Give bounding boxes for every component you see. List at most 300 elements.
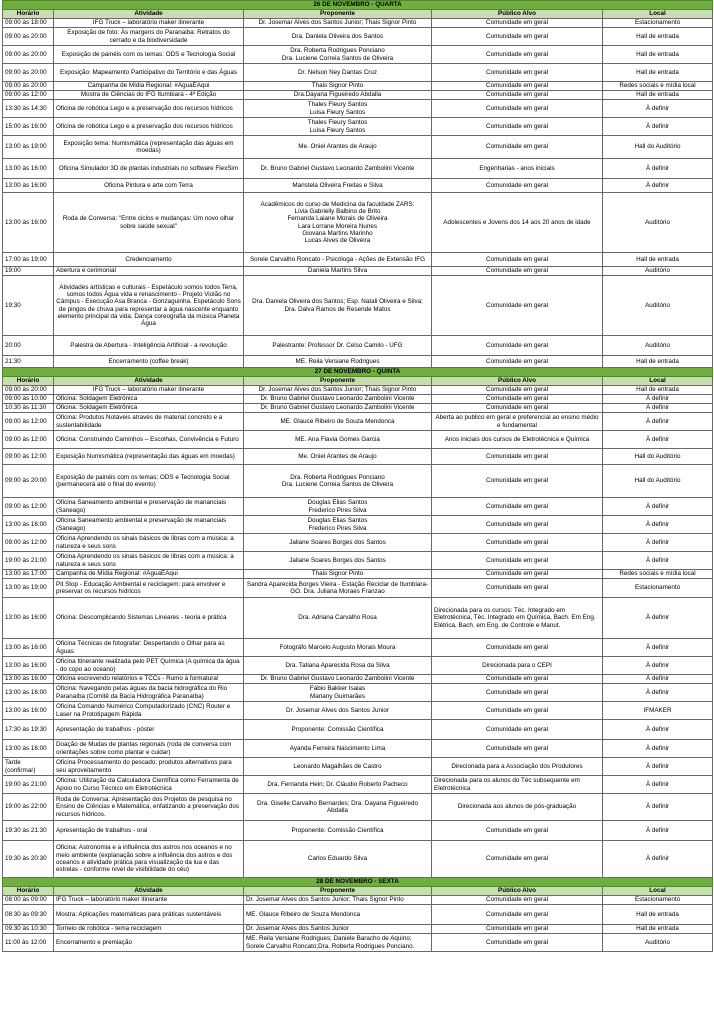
schedule-row — [3, 395, 713, 404]
audience-cell: Engenharias - anos iniciais — [432, 159, 603, 179]
audience-cell: Comunidade em geral — [432, 702, 603, 720]
location-cell: Hall do Auditório — [603, 449, 713, 465]
proponent-cell: Dr. Bruno Gabriel Gustavo Leonardo Zambolini Vicente — [244, 404, 432, 413]
proponent-cell: Dra.Dayana Figueiredo Abdalla — [244, 91, 432, 100]
location-cell: Auditório — [603, 193, 713, 253]
proponent-cell: Jaliane Soares Borges dos Santos — [244, 552, 432, 570]
activity-cell: Credenciamento — [54, 253, 244, 267]
time-cell: 09:00 às 20:00 — [3, 28, 54, 46]
activity-cell: Exposição tema: Numismática (representação das águas em moedas) — [54, 136, 244, 159]
column-header: Público Alvo — [432, 887, 603, 896]
schedule-row — [3, 100, 713, 118]
schedule-row — [3, 159, 713, 179]
time-cell: 09:00 às 12:00 — [3, 431, 54, 449]
activity-cell: Torneio de robótica - tema reciclagem — [54, 925, 244, 934]
schedule-row — [3, 934, 713, 952]
location-cell: À definir — [603, 534, 713, 552]
activity-cell: Roda de Conversa: Apresentação dos Projetos de pesquisa no Ensino de Ciências e Matemática, enfatizando a preservação dos recursos hídricos. — [54, 794, 244, 821]
schedule-row — [3, 841, 713, 878]
schedule-row — [3, 64, 713, 82]
proponent-cell: Proponente: Comissão Científica — [244, 821, 432, 841]
activity-cell: Apresentação de trabalhos - pôster — [54, 720, 244, 740]
schedule-table — [2, 0, 713, 952]
activity-cell: Mostra de Ciências do IFG Itumbiara - 4ª Edição — [54, 91, 244, 100]
schedule-row — [3, 276, 713, 336]
proponent-cell: Douglas Elias Santos Frederico Pires Silva — [244, 498, 432, 516]
activity-cell: Pit Stop - Educação Ambiental e reciclagem: para envolver e preservar os recursos hídricos — [54, 579, 244, 598]
activity-cell: Exposição Numismática (representação das águas em moedas) — [54, 449, 244, 465]
proponent-cell: ME. Reila Versiane Rodrigues — [244, 356, 432, 368]
proponent-cell: Sandra Aparecida Borges Vieira - Estação Reciclar de Itumbiara-GO. Dra. Juliana Moraes Franzao — [244, 579, 432, 598]
location-cell: À definir — [603, 516, 713, 534]
location-cell: Auditório — [603, 934, 713, 952]
audience-cell: Direcionada para a Associação dos Produtores — [432, 758, 603, 776]
activity-cell: Oficina: Produtos Notáveis através de material concreto e a sustentabilidade — [54, 413, 244, 431]
time-cell: 13:00 às 16:00 — [3, 702, 54, 720]
schedule-row — [3, 19, 713, 28]
audience-cell: Aberta ao publico em geral e preferencial ao ensino médio e fundamental — [432, 413, 603, 431]
schedule-row — [3, 821, 713, 841]
proponent-cell: Proponente: Comissão Científica — [244, 720, 432, 740]
proponent-cell: Sorele Carvalho Roncato - Psicóloga - Ações de Extensão IFG — [244, 253, 432, 267]
audience-cell: Anos iniciais dos cursos de Eletrotécnica e Química — [432, 431, 603, 449]
proponent-cell: Dra. Daniela Oliveira dos Santos — [244, 28, 432, 46]
audience-cell: Comunidade em geral — [432, 498, 603, 516]
audience-cell: Comunidade em geral — [432, 465, 603, 498]
proponent-cell: Palestrante: Professor Dr. Celso Camilo - UFG — [244, 336, 432, 356]
column-header: Local — [603, 377, 713, 386]
location-cell: Hall do Auditório — [603, 465, 713, 498]
activity-cell: Palestra de Abertura - Inteligência Artificial - a revolução — [54, 336, 244, 356]
audience-cell: Comunidade em geral — [432, 675, 603, 684]
schedule-row — [3, 179, 713, 193]
audience-cell: Comunidade em geral — [432, 579, 603, 598]
location-cell: À definir — [603, 498, 713, 516]
location-cell: À definir — [603, 413, 713, 431]
column-header: Horário — [3, 887, 54, 896]
audience-cell: Comunidade em geral — [432, 740, 603, 758]
time-cell: 19:30 às 21:30 — [3, 821, 54, 841]
audience-cell: Comunidade em geral — [432, 276, 603, 336]
activity-cell: Encerramento (coffee break) — [54, 356, 244, 368]
column-header: Local — [603, 10, 713, 19]
day-header — [3, 878, 713, 887]
time-cell: 09:30 às 10:30 — [3, 925, 54, 934]
time-cell: 13:00 às 16:00 — [3, 684, 54, 702]
column-header: Proponente — [244, 377, 432, 386]
schedule-row — [3, 720, 713, 740]
location-cell: À definir — [603, 657, 713, 675]
audience-cell: Comunidade em geral — [432, 64, 603, 82]
activity-cell: Campanha de Mídia Regional: #ÁguaÉAqui — [54, 82, 244, 91]
time-cell: 19:00 às 21:00 — [3, 552, 54, 570]
location-cell: À definir — [603, 552, 713, 570]
proponent-cell: Dr. Josemar Alves dos Santos Junior — [244, 702, 432, 720]
proponent-cell: Acadêmicos do curso de Medicina da faculdade ZARS: Lívia Gabrielly Balbino de Brito Fernanda Laiane Morais de Oliveira Lara Lorrane Moreira Nunes Giovana Martins Marinho Lucas Alves de Oliveira — [244, 193, 432, 253]
proponent-cell: ME. Reila Versiane Rodrigues; Daniele Baracho de Aquino; Sorele Carvalho Roncato;Dra. Roberta Rodrigues Ponciano. — [244, 934, 432, 952]
column-headers — [3, 10, 713, 19]
location-cell: À definir — [603, 639, 713, 657]
location-cell: Auditório — [603, 336, 713, 356]
location-cell: Hall de entrada — [603, 46, 713, 64]
audience-cell: Comunidade em geral — [432, 91, 603, 100]
location-cell: Hall de entrada — [603, 64, 713, 82]
activity-cell: Oficina Comando Numérico Computadorizado (CNC) Router e Laser na Prototipagem Rápida — [54, 702, 244, 720]
location-cell: Hall do Auditório — [603, 136, 713, 159]
schedule-row — [3, 925, 713, 934]
schedule-row — [3, 896, 713, 905]
location-cell: Hall de entrada — [603, 91, 713, 100]
audience-cell: Comunidade em geral — [432, 925, 603, 934]
time-cell: 11:00 às 12:00 — [3, 934, 54, 952]
column-header: Atividade — [54, 377, 244, 386]
activity-cell: Oficina escrevendo relatórios e TCCs - Rumo à formatura! — [54, 675, 244, 684]
activity-cell: Oficina: Construindo Caminhos – Escolhas, Convivência e Futuro — [54, 431, 244, 449]
activity-cell: Oficina Aprendendo os sinais básicos de libras com a música: a natureza e seus sons — [54, 552, 244, 570]
location-cell: Hall de entrada — [603, 253, 713, 267]
time-cell: 13:00 às 16:00 — [3, 159, 54, 179]
schedule-row — [3, 413, 713, 431]
audience-cell: Comunidade em geral — [432, 449, 603, 465]
activity-cell: IFG Truck – laboratório maker itinerante — [54, 386, 244, 395]
location-cell: Auditório — [603, 267, 713, 276]
time-cell: 09:00 às 20:00 — [3, 465, 54, 498]
location-cell: À definir — [603, 431, 713, 449]
location-cell: Hall de entrada — [603, 356, 713, 368]
time-cell: 13:00 às 16:00 — [3, 740, 54, 758]
audience-cell: Comunidade em geral — [432, 179, 603, 193]
time-cell: 09:00 às 12:00 — [3, 449, 54, 465]
column-headers — [3, 887, 713, 896]
schedule-row — [3, 776, 713, 794]
time-cell: 09:00 às 20:00 — [3, 64, 54, 82]
schedule-row — [3, 82, 713, 91]
proponent-cell: ME. Glauce Ribeiro de Souza Mendonca — [244, 905, 432, 925]
proponent-cell: Dr. Bruno Gabriel Gustavo Leonardo Zambolini Vicente — [244, 159, 432, 179]
proponent-cell: Carlos Eduardo Silva — [244, 841, 432, 878]
schedule-row — [3, 598, 713, 639]
audience-cell: Comunidade em geral — [432, 552, 603, 570]
audience-cell: Comunidade em geral — [432, 395, 603, 404]
proponent-cell: Dra. Fernanda Hein; Dr. Cláudio Roberto Pacheco — [244, 776, 432, 794]
time-cell: 15:00 às 16:00 — [3, 118, 54, 136]
audience-cell: Comunidade em geral — [432, 934, 603, 952]
audience-cell: Comunidade em geral — [432, 100, 603, 118]
location-cell: À definir — [603, 179, 713, 193]
audience-cell: Comunidade em geral — [432, 841, 603, 878]
location-cell: À definir — [603, 821, 713, 841]
proponent-cell: Dra. Roberta Rodrigues Ponciano Dra. Luciene Correia Santos de Oliveira — [244, 465, 432, 498]
time-cell: 09:00 às 12:00 — [3, 91, 54, 100]
schedule-row — [3, 702, 713, 720]
proponent-cell: Dr. Bruno Gabriel Gustavo Leonardo Zambolini Vicente — [244, 395, 432, 404]
proponent-cell: Dr. Josemar Alves dos Santos Junior; Thais Signor Pinto — [244, 19, 432, 28]
activity-cell: IFG Truck – laboratório maker itinerante — [54, 896, 244, 905]
location-cell: Estacionamento — [603, 579, 713, 598]
proponent-cell: ME. Glauce Ribeiro de Souza Mendonca — [244, 413, 432, 431]
audience-cell: Comunidade em geral — [432, 720, 603, 740]
column-headers — [3, 377, 713, 386]
time-cell: 20:00 — [3, 336, 54, 356]
proponent-cell: ME. Ana Flavia Gomes Garcia — [244, 431, 432, 449]
location-cell: Estacionamento — [603, 896, 713, 905]
time-cell: 19:00 — [3, 267, 54, 276]
audience-cell: Comunidade em geral — [432, 404, 603, 413]
proponent-cell: Thales Fleury Santos Luisa Fleury Santos — [244, 100, 432, 118]
schedule-row — [3, 431, 713, 449]
audience-cell: Comunidade em geral — [432, 534, 603, 552]
proponent-cell: Thais Signor Pinto — [244, 82, 432, 91]
activity-cell: Campanha de Mídia Regional: #ÁguaÉAqui — [54, 570, 244, 579]
audience-cell: Comunidade em geral — [432, 570, 603, 579]
day-title: 27 DE NOVEMBRO - QUINTA — [3, 368, 713, 377]
audience-cell: Comunidade em geral — [432, 684, 603, 702]
location-cell: À definir — [603, 118, 713, 136]
location-cell: À definir — [603, 395, 713, 404]
proponent-cell: Fábio Bakker Isaias Mariany Guimarães — [244, 684, 432, 702]
proponent-cell: Dr. Josemar Alves dos Santos Junior — [244, 925, 432, 934]
location-cell: À definir — [603, 776, 713, 794]
time-cell: 13:00 às 19:00 — [3, 579, 54, 598]
activity-cell: Doação de Mudas de plantas regionais (roda de conversa com orientações sobre como plantar e cuidar) — [54, 740, 244, 758]
schedule-row — [3, 465, 713, 498]
schedule-row — [3, 552, 713, 570]
schedule-row — [3, 570, 713, 579]
audience-cell: Comunidade em geral — [432, 516, 603, 534]
proponent-cell: Ayanda Ferreira Nascimento Lima — [244, 740, 432, 758]
proponent-cell: Dra. Giselle Carvalho Bernardes; Dra. Dayana Figueiredo Abdalla — [244, 794, 432, 821]
schedule-row — [3, 118, 713, 136]
schedule-row — [3, 91, 713, 100]
time-cell: 09:00 às 20:00 — [3, 386, 54, 395]
location-cell: À definir — [603, 684, 713, 702]
time-cell: 13:00 às 16:00 — [3, 193, 54, 253]
audience-cell: Comunidade em geral — [432, 136, 603, 159]
location-cell: Hall de entrada — [603, 925, 713, 934]
column-header: Público Alvo — [432, 10, 603, 19]
proponent-cell: Dra. Adriana Carvalho Rosa — [244, 598, 432, 639]
schedule-row — [3, 193, 713, 253]
time-cell: 13:00 às 19:00 — [3, 136, 54, 159]
location-cell: À definir — [603, 758, 713, 776]
time-cell: 19:30 às 20:30 — [3, 841, 54, 878]
activity-cell: Oficina Saneamento ambiental e preservação de mananciais (Saneago) — [54, 498, 244, 516]
column-header: Atividade — [54, 10, 244, 19]
time-cell: 19:00 às 21:00 — [3, 776, 54, 794]
schedule-row — [3, 253, 713, 267]
location-cell: À definir — [603, 159, 713, 179]
schedule-row — [3, 46, 713, 64]
proponent-cell: Leonardo Magalhães de Castro — [244, 758, 432, 776]
schedule-row — [3, 136, 713, 159]
proponent-cell: Dr. Josemar Alves dos Santos Junior; Thais Signor Pinto — [244, 896, 432, 905]
day-header — [3, 368, 713, 377]
time-cell: 09:00 às 10:00 — [3, 395, 54, 404]
activity-cell: Oficina Saneamento ambiental e preservação de mananciais (Saneago) — [54, 516, 244, 534]
time-cell: 13:00 às 16:00 — [3, 598, 54, 639]
proponent-cell: Dra. Roberta Rodrigues Ponciano Dra. Luciene Correia Santos de Oliveira — [244, 46, 432, 64]
time-cell: 13:00 às 16:00 — [3, 657, 54, 675]
activity-cell: Atividades artísticas e culturais - Espetáculo somos todos Terra, somos todos Água vida e renascimento - Projeto Violão no Câmpus - Execução Asa Branca - Gonzaguinha. Espetáculo Sons de pingos de chuva para representar a água nascente enquanto elemento principal da vida. Dança coreografia da música Planeta Água — [54, 276, 244, 336]
activity-cell: Abertura e cerimonial — [54, 267, 244, 276]
time-cell: 13:00 às 16:00 — [3, 516, 54, 534]
activity-cell: Oficina: Descomplicando Sistemas Lineares - teoria e prática — [54, 598, 244, 639]
time-cell: 13:00 às 16:00 — [3, 639, 54, 657]
location-cell: À definir — [603, 720, 713, 740]
audience-cell: Comunidade em geral — [432, 82, 603, 91]
location-cell: IFMAKER — [603, 702, 713, 720]
audience-cell: Comunidade em geral — [432, 639, 603, 657]
schedule-row — [3, 639, 713, 657]
location-cell: Auditório — [603, 276, 713, 336]
location-cell: À definir — [603, 404, 713, 413]
activity-cell: Oficina: Astronomia e a influência dos astros nos oceanos e no meio ambiente (explanação sobre a influência dos astros e dos oceanos e atividade prática para visualização da lua e das estrelas - conforme nível de visibilidade do céu) — [54, 841, 244, 878]
activity-cell: Encerramento e premiação — [54, 934, 244, 952]
day-title: 26 DE NOVEMBRO - QUARTA — [3, 1, 713, 10]
activity-cell: Oficina: Navegando pelas águas da bacia hidrográfica do Rio Paranaíba (Comitê da Bacia Hidrográfica Paranaíba) — [54, 684, 244, 702]
activity-cell: Exposição de painéis com os temas: ODS e Tecnologia Social — [54, 46, 244, 64]
schedule-row — [3, 740, 713, 758]
audience-cell: Comunidade em geral — [432, 821, 603, 841]
audience-cell: Comunidade em geral — [432, 336, 603, 356]
proponent-cell: Me. Oniel Arantes de Araujo — [244, 449, 432, 465]
schedule-row — [3, 657, 713, 675]
location-cell: À definir — [603, 794, 713, 821]
audience-cell: Comunidade em geral — [432, 896, 603, 905]
time-cell: 08:00 às 09:00 — [3, 896, 54, 905]
audience-cell: Comunidade em geral — [432, 118, 603, 136]
time-cell: 13:00 às 16:00 — [3, 179, 54, 193]
column-header: Horário — [3, 10, 54, 19]
proponent-cell: Jaliane Soares Borges dos Santos — [244, 534, 432, 552]
schedule-row — [3, 794, 713, 821]
activity-cell: Oficina Simulador 3D de plantas industriais no software FlexSim — [54, 159, 244, 179]
audience-cell: Direcionada para os cursos: Téc. Integrado em Eletrotécnica, Téc. Integrado em Química, Bach. Em Eng. Elétrica, Bach. em Eng. de Controle e Manut. — [432, 598, 603, 639]
audience-cell: Comunidade em geral — [432, 253, 603, 267]
audience-cell: Comunidade em geral — [432, 46, 603, 64]
proponent-cell: Maristela Oliveira Freitas e Silva — [244, 179, 432, 193]
time-cell: 09:00 às 12:00 — [3, 534, 54, 552]
time-cell: 09:00 às 12:00 — [3, 498, 54, 516]
location-cell: Hall de entrada — [603, 28, 713, 46]
proponent-cell: Dra. Tatiana Aparecida Rosa da Silva — [244, 657, 432, 675]
audience-cell: Comunidade em geral — [432, 356, 603, 368]
time-cell: 13:30 às 14:30 — [3, 100, 54, 118]
proponent-cell: Thais Signor Pinto — [244, 570, 432, 579]
proponent-cell: Douglas Elias Santos Frederico Pires Silva — [244, 516, 432, 534]
audience-cell: Direcionada aos alunos de pós-graduação — [432, 794, 603, 821]
activity-cell: Oficina Técnicas de fotografar: Despertando o Olhar para as Águas — [54, 639, 244, 657]
time-cell: 21:30 — [3, 356, 54, 368]
column-header: Proponente — [244, 887, 432, 896]
audience-cell: Comunidade em geral — [432, 28, 603, 46]
time-cell: 09:00 às 20:00 — [3, 82, 54, 91]
proponent-cell: Dr. Josemar Alves dos Santos Junior; Thais Signor Pinto — [244, 386, 432, 395]
schedule-body — [3, 1, 713, 952]
activity-cell: Oficina: Utilização da Calculadora Científica como Ferramenta de Apoio no Curso Técnico em Eletrotécnica — [54, 776, 244, 794]
schedule-row — [3, 579, 713, 598]
activity-cell: Oficina Itinerante realizada pelo PET Química (A química da água - do copo ao oceano) — [54, 657, 244, 675]
schedule-row — [3, 356, 713, 368]
location-cell: Redes sociais e mídia local — [603, 570, 713, 579]
activity-cell: Exposição de foto: Às margens do Paranaiba: Retratos do cerrado e da biodiversidade — [54, 28, 244, 46]
schedule-row — [3, 516, 713, 534]
location-cell: Redes sociais e mídia local — [603, 82, 713, 91]
location-cell: À definir — [603, 740, 713, 758]
time-cell: 13:00 às 17:00 — [3, 570, 54, 579]
location-cell: À definir — [603, 841, 713, 878]
schedule-row — [3, 267, 713, 276]
location-cell: À definir — [603, 100, 713, 118]
column-header: Público Alvo — [432, 377, 603, 386]
column-header: Proponente — [244, 10, 432, 19]
location-cell: À definir — [603, 675, 713, 684]
schedule-row — [3, 905, 713, 925]
time-cell: 17:30 às 19:30 — [3, 720, 54, 740]
activity-cell: Roda de Conversa: "Entre ciclos e mudanças: Um novo olhar sobre saúde sexual" — [54, 193, 244, 253]
location-cell: À definir — [603, 598, 713, 639]
proponent-cell: Dra. Daniela Oliveira dos Santos; Esp. Natali Oliveira e Silva; Dra. Dalva Ramos de Resende Matos — [244, 276, 432, 336]
time-cell: 17:00 às 19:00 — [3, 253, 54, 267]
proponent-cell: Daniela Martins Silva — [244, 267, 432, 276]
audience-cell: Direcionada para os alunos do Téc subsequente em Eletrotécnica — [432, 776, 603, 794]
activity-cell: Mostra: Aplicações matemáticas para práticas sustentáveis — [54, 905, 244, 925]
location-cell: Estacionamento — [603, 19, 713, 28]
schedule-row — [3, 675, 713, 684]
activity-cell: Exposição de painéis com os temas: ODS e Tecnologia Social (permanecerá até o final do evento) — [54, 465, 244, 498]
audience-cell: Comunidade em geral — [432, 19, 603, 28]
activity-cell: Oficina de robótica Lego e a preservação dos recursos hídricos — [54, 118, 244, 136]
schedule-row — [3, 684, 713, 702]
time-cell: 19:30 — [3, 276, 54, 336]
audience-cell: Comunidade em geral — [432, 905, 603, 925]
schedule-row — [3, 404, 713, 413]
time-cell: 10:30 às 11:30 — [3, 404, 54, 413]
activity-cell: Oficina Aprendendo os sinais básicos de libras com a música: a natureza e seus sons — [54, 534, 244, 552]
time-cell: 08:30 às 09:30 — [3, 905, 54, 925]
time-cell: 09:00 às 18:00 — [3, 19, 54, 28]
day-title: 28 DE NOVEMBRO - SEXTA — [3, 878, 713, 887]
schedule-row — [3, 758, 713, 776]
schedule-row — [3, 28, 713, 46]
column-header: Atividade — [54, 887, 244, 896]
proponent-cell: Dr. Bruno Gabriel Gustavo Leonardo Zambolini Vicente — [244, 675, 432, 684]
location-cell: Hall de entrada — [603, 386, 713, 395]
audience-cell: Comunidade em geral — [432, 386, 603, 395]
proponent-cell: Thales Fleury Santos Luisa Fleury Santos — [244, 118, 432, 136]
activity-cell: Oficina Processamento do pescado: produtos alternativos para seu aproveitamento — [54, 758, 244, 776]
time-cell: 09:00 às 12:00 — [3, 413, 54, 431]
schedule-row — [3, 449, 713, 465]
activity-cell: Oficina: Soldagem Eletrônica — [54, 395, 244, 404]
activity-cell: Apresentação de trabalhos - oral — [54, 821, 244, 841]
schedule-row — [3, 498, 713, 516]
schedule-row — [3, 386, 713, 395]
audience-cell: Comunidade em geral — [432, 267, 603, 276]
audience-cell: Direcionada para o CEPI — [432, 657, 603, 675]
time-cell: 19:00 às 22:00 — [3, 794, 54, 821]
time-cell: 09:00 às 20:00 — [3, 46, 54, 64]
activity-cell: Exposição: Mapeamento Participativo do Território e das Águas — [54, 64, 244, 82]
activity-cell: Oficina Pintura e arte com Terra — [54, 179, 244, 193]
activity-cell: IFG Truck – laboratório maker itinerante — [54, 19, 244, 28]
activity-cell: Oficina de robótica Lego e a preservação dos recursos hídricos — [54, 100, 244, 118]
proponent-cell: Fotográfo Marcelo Augusto Morais Moura — [244, 639, 432, 657]
audience-cell: Adolescentes e Jovens dos 14 aos 20 anos de idade — [432, 193, 603, 253]
proponent-cell: Me. Oniel Arantes de Araujo — [244, 136, 432, 159]
location-cell: Hall de entrada — [603, 905, 713, 925]
schedule-row — [3, 534, 713, 552]
